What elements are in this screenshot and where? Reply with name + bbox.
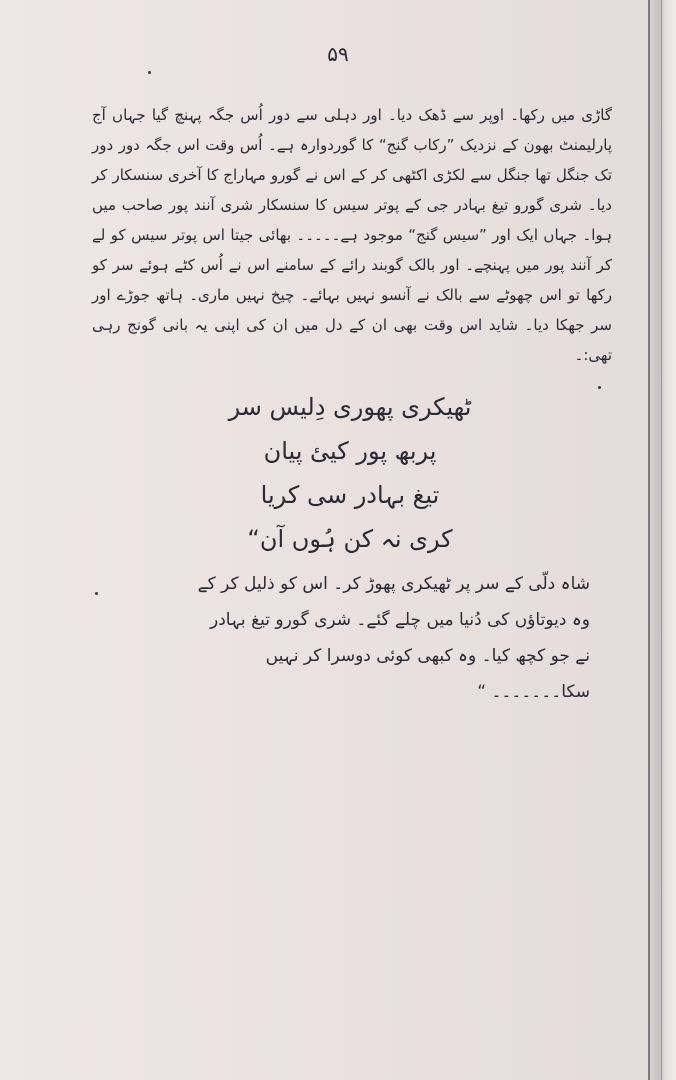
- ink-speck: [148, 71, 151, 74]
- verse-line: پربھ پور کیئ پیان: [263, 437, 437, 465]
- verse-block: [180, 385, 520, 561]
- page-binding-edge: [648, 0, 676, 1080]
- closing-line: نے جو کچھ کیا۔ وہ کبھی کوئی دوسرا کر نہیں سکا۔۔۔۔۔۔۔ “: [265, 646, 590, 702]
- verse-line: ٹھیکری پھوری دِلیس سر: [228, 393, 472, 421]
- prose-paragraph: گاڑی میں رکھا۔ اوپر سے ڈھک دیا۔ اور دہلی سے دور اُس جگہ پہنچ گیا جہاں آج پارلیمنٹ بھون کے نزدیک ”رکاب گنج“ کا گوردوارہ ہے۔ اُس وقت اس جگہ دور دور تک جنگل تھا جنگل سے لکڑی اکٹھی کر کے اس نے گورو مہاراج کا آخری سنسکار کر دیا۔ شری گورو تیغ بہادر جی کے پوتر سیس کا سنسکار شری آنند پور صاحب میں ہوا۔ جہاں ایک اور ”سیس گنج“ موجود ہے۔۔۔۔۔ بھائی جیتا اس پوتر سیس کو لے کر آنند پور میں پہنچے۔ اور بالک گوبند رائے کے سامنے اس نے اُس کٹے ہوئے سر کو رکھا تو اس چھوٹے سے بالک نے آنسو نہیں بہائے۔ چیخ نہیں ماری۔ ہاتھ جوڑے اور سر جھکا دیا۔ شاید اس وقت بھی ان کے دل میں ان کی اپنی یہ بانی گونج رہی تھی:۔: [92, 106, 612, 364]
- closing-line: وہ دیوتاؤں کی دُنیا میں چلے گئے۔ شری گورو تیغ بہادر: [210, 610, 590, 630]
- verse-line: کری نہ کن ہُوں آن“: [247, 525, 453, 553]
- verse-line: تیغ بہادر سی کریا: [260, 481, 440, 509]
- binding-line: [661, 0, 662, 1080]
- prose-block: [92, 100, 612, 370]
- ink-speck: [598, 386, 601, 389]
- page-number: ۵۹: [327, 42, 349, 66]
- closing-line: شاہ دلّی کے سر پر ٹھیکری پھوڑ کر۔ اس کو ذلیل کر کے: [197, 574, 590, 594]
- ink-speck: [95, 592, 98, 595]
- closing-block: [170, 566, 590, 710]
